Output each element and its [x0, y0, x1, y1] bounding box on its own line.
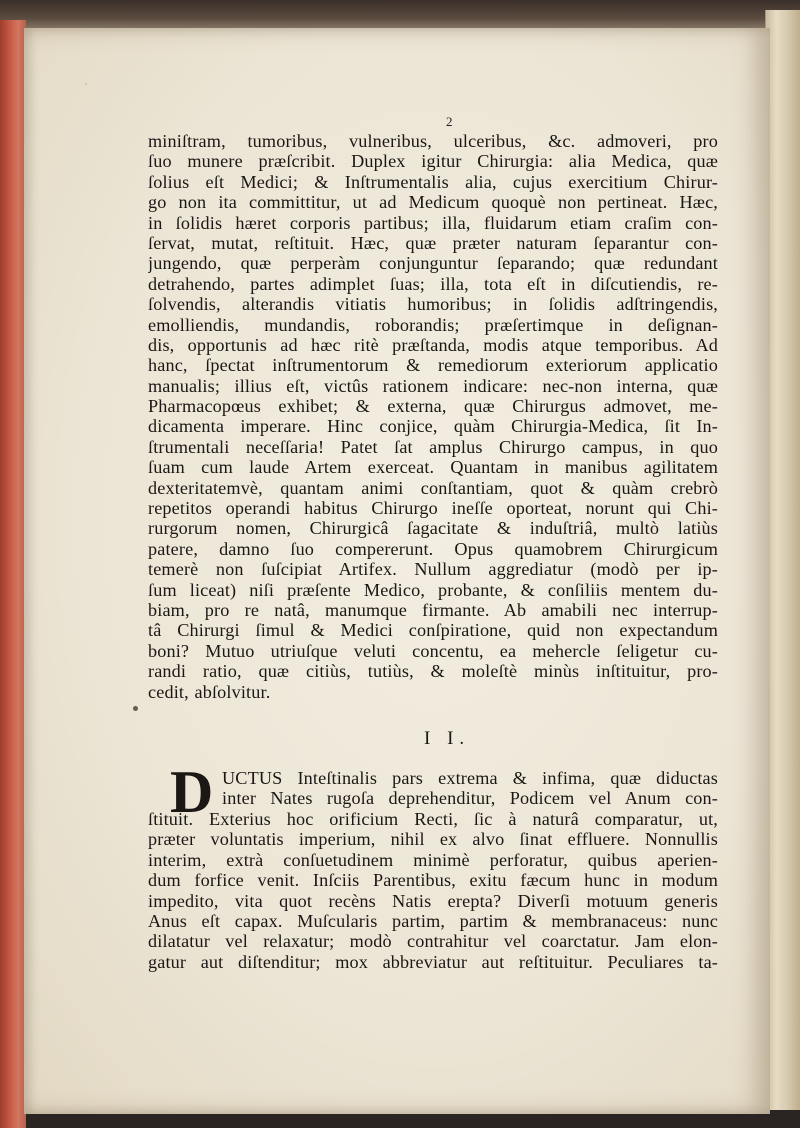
text-line: Pharmacopœus exhibet; & externa, quæ Chirurgus admovet, me-: [148, 396, 718, 417]
text-line: inter Nates rugoſa deprehenditur, Podicem vel Anum con-: [222, 788, 718, 809]
paragraph-2-indented: [222, 768, 718, 809]
text-line: ſuam cum laude Artem exerceat. Quantam in manibus agilitatem: [148, 457, 718, 478]
text-line: jungendo, quæ perperàm conjunguntur ſeparando; quæ redundant: [148, 253, 718, 274]
text-line: ſuo munere præſcribit. Duplex igitur Chirurgia: alia Medica, quæ: [148, 151, 718, 172]
text-line: dis, opportunis ad hæc ritè præſtanda, modis atque temporibus. Ad: [148, 334, 718, 355]
text-line: interim, extrà conſuetudinem minimè perforatur, quibus aperien-: [148, 849, 718, 870]
section-heading: I I.: [424, 728, 471, 749]
text-line: impedito, vita quot recèns Natis erepta? Diverſi motuum generis: [148, 890, 718, 911]
page-number: 2: [446, 114, 453, 129]
text-line: Anus eſt capax. Muſcularis partim, partim & membranaceus: nunc: [148, 910, 718, 931]
text-line: biam, pro re natâ, manumque firmante. Ab amabili nec interrup-: [148, 599, 718, 620]
text-line: ſtrumentali neceſſaria! Patet ſat amplus Chirurgo campus, in quo: [148, 436, 718, 457]
text-line: emolliendis, mundandis, roborandis; præſertimque in deſignan-: [148, 314, 718, 335]
text-line: gatur aut diſtenditur; mox abbreviatur aut reſtituitur. Peculiares ta-: [148, 951, 718, 972]
book-spine-edge: [0, 20, 26, 1128]
text-line: boni? Mutuo utriuſque veluti concentu, ea mehercle ſeligetur cu-: [148, 640, 718, 661]
text-line: tâ Chirurgi ſimul & Medici conſpiratione, quid non expectandum: [148, 620, 718, 641]
text-line: præter voluntatis imperium, nihil ex alvo ſinat effluere. Nonnullis: [148, 829, 718, 850]
text-line: dexteritatemvè, quantam animi conſtantiam, quot & quàm crebrò: [148, 477, 718, 498]
text-line: dum forfice venit. Inſciis Parentibus, exitu fæcum hunc in modum: [148, 870, 718, 891]
book-top-edge: [0, 0, 800, 30]
text-line: detrahendo, partes adimplet ſuas; illa, tota eſt in diſcutiendis, re-: [148, 273, 718, 294]
text-line: patere, damno ſuo compererunt. Opus quamobrem Chirurgicum: [148, 538, 718, 559]
text-line: ſum liceat) niſi præſente Medico, probante, & conſiliis mentem du-: [148, 579, 718, 600]
text-line: cedit, abſolvitur.: [148, 681, 271, 702]
paragraph-1: [148, 131, 718, 702]
text-line: hanc, ſpectat inſtrumentorum & remediorum exteriorum applicatio: [148, 355, 718, 376]
text-line: in ſolidis hæret corporis partibus; illa, fluidarum etiam craſim con-: [148, 212, 718, 233]
text-line: ſtituit. Exterius hoc orificium Recti, ſic à naturâ comparatur, ut,: [148, 809, 718, 829]
book-page-stack: [765, 10, 800, 1110]
text-line: go non ita committitur, ut ad Medicum quoquè non pertineat. Hæc,: [148, 192, 718, 213]
paragraph-2: [148, 809, 718, 972]
text-line: randi ratio, quæ citiùs, tutiùs, & moleſtè minùs inſtituitur, pro-: [148, 661, 718, 682]
text-line: dilatatur vel relaxatur; modò contrahitur vel coarctatur. Jam elon-: [148, 931, 718, 952]
ink-spot: [133, 706, 138, 711]
text-line: dicamenta imperare. Hinc conjice, quàm Chirurgia-Medica, ſit In-: [148, 416, 718, 437]
text-line: manualis; illius eſt, victûs rationem indicare: nec-non interna, quæ: [148, 375, 718, 396]
text-line: repetitos operandi habitus Chirurgo ineſſe oporteat, norunt qui Chi-: [148, 498, 718, 519]
text-line: ſolius eſt Medici; & Inſtrumentalis alia, cujus exercitium Chirur-: [148, 171, 718, 192]
text-line: rurgorum nomen, Chirurgicâ ſagacitate & induſtriâ, multò latiùs: [148, 518, 718, 539]
text-line: ſervat, mutat, reſtituit. Hæc, quæ præter naturam ſeparantur con-: [148, 232, 718, 253]
bleed-through-mark: .: [84, 68, 89, 90]
text-line: miniſtram, tumoribus, vulneribus, ulceribus, &c. admoveri, pro: [148, 131, 718, 151]
text-line: temerè non ſuſcipiat Artifex. Nullum aggrediatur (modò per ip-: [148, 559, 718, 580]
drop-cap-letter: D: [170, 759, 214, 825]
text-line: UCTUS Inteſtinalis pars extrema & infima, quæ diductas: [222, 768, 718, 788]
text-line: ſolvendis, alterandis vitiatis humoribus; in ſolidis adſtringendis,: [148, 294, 718, 315]
